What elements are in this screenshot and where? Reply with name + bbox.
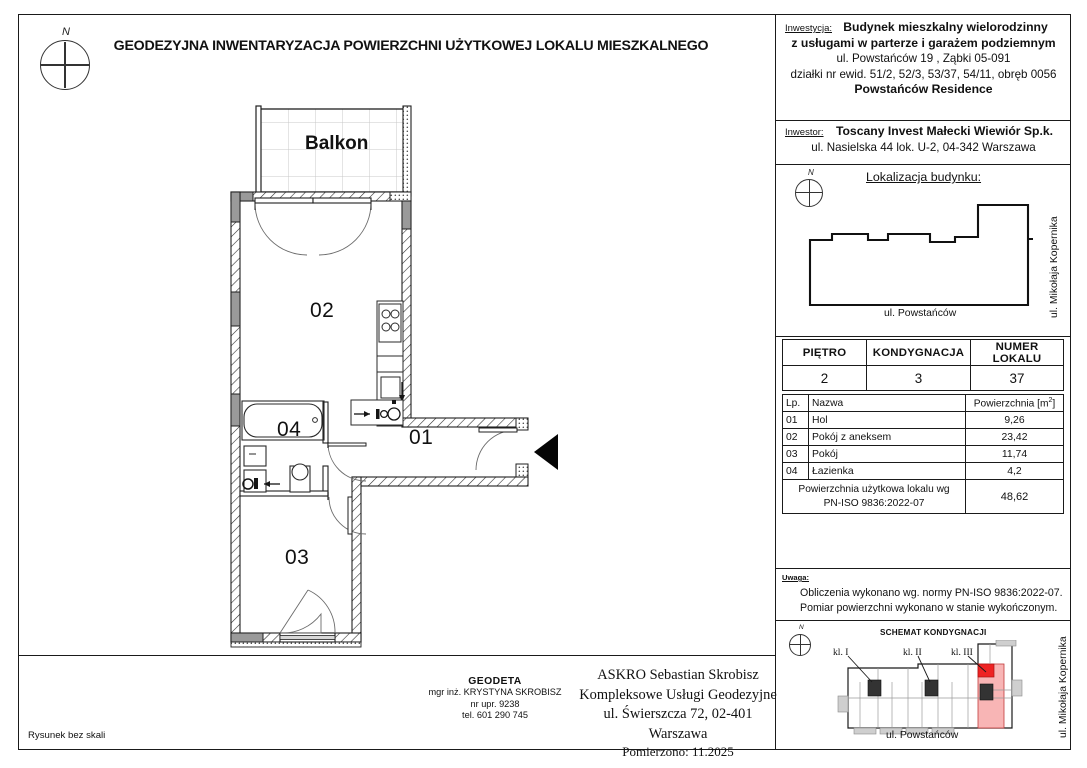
company-line-1: ASKRO Sebastian Skrobisz bbox=[597, 667, 759, 683]
row-lp: 03 bbox=[783, 446, 809, 463]
company-line-2: Kompleksowe Usługi Geodezyjne bbox=[579, 686, 777, 703]
divider-location bbox=[775, 164, 1071, 165]
surveyor-block bbox=[400, 676, 590, 722]
wall-left-exterior bbox=[231, 192, 240, 642]
col-nazwa: Nazwa bbox=[809, 395, 966, 412]
value-numer-lokalu: 37 bbox=[971, 366, 1064, 391]
table-row bbox=[783, 463, 1064, 480]
divider-unit-table bbox=[775, 336, 1071, 337]
summary-value: 48,62 bbox=[966, 480, 1064, 514]
table-row bbox=[783, 446, 1064, 463]
wall-hall-right bbox=[516, 418, 528, 486]
entrance-marker-icon bbox=[534, 434, 558, 470]
row-area: 9,26 bbox=[966, 412, 1064, 429]
rooms-schedule-table bbox=[782, 394, 1064, 514]
bathroom-fixtures bbox=[242, 401, 324, 492]
company-line-3: ul. Świerszcza 72, 02-401 Warszawa bbox=[603, 706, 753, 742]
room-label-01: 01 bbox=[409, 426, 434, 449]
kitchen-fixtures bbox=[351, 301, 405, 426]
summary-label: Powierzchnia użytkowa lokalu wg PN-ISO 9836:2022-07 bbox=[783, 480, 966, 514]
table-row bbox=[783, 412, 1064, 429]
scheme-street-right: ul. Mikołaja Kopernika bbox=[1058, 636, 1069, 738]
col-pietro: PIĘTRO bbox=[783, 340, 867, 366]
row-lp: 02 bbox=[783, 429, 809, 446]
investment-line-3: ul. Powstańców 19 , Ząbki 05-091 bbox=[836, 52, 1011, 65]
row-name: Łazienka bbox=[809, 463, 966, 480]
wall-hall-bottom bbox=[352, 477, 528, 486]
row-name: Hol bbox=[809, 412, 966, 429]
panel-divider bbox=[775, 14, 776, 750]
location-compass-north-label: N bbox=[808, 168, 814, 177]
divider-floor-scheme bbox=[775, 620, 1071, 621]
surveyor-name: mgr inż. KRYSTYNA SKROBISZ bbox=[428, 687, 562, 697]
row-lp: 01 bbox=[783, 412, 809, 429]
room-label-04: 04 bbox=[277, 418, 302, 441]
col-lp: Lp. bbox=[783, 395, 809, 412]
wall-room03-right bbox=[352, 477, 361, 642]
rooms-header-row bbox=[783, 395, 1064, 412]
notes-label: Uwaga: bbox=[782, 573, 810, 582]
investor-line-2: ul. Nasielska 44 lok. U-2, 04-342 Warszawa bbox=[811, 140, 1036, 154]
investment-label: Inwestycja: bbox=[785, 23, 832, 34]
row-lp: 04 bbox=[783, 463, 809, 480]
investment-block bbox=[781, 20, 1066, 98]
location-street-right: ul. Mikołaja Kopernika bbox=[1049, 216, 1060, 318]
row-name: Pokój z aneksem bbox=[809, 429, 966, 446]
location-title: Lokalizacja budynku: bbox=[866, 170, 982, 184]
measurement-date: Pomierzono: 11.2025 bbox=[622, 744, 734, 759]
door-bathroom bbox=[328, 442, 366, 481]
unit-header-table bbox=[782, 339, 1064, 391]
balcony-label: Balkon bbox=[305, 133, 369, 154]
staircase-label-1: kl. I bbox=[833, 647, 849, 658]
location-street-bottom: ul. Powstańców bbox=[884, 308, 957, 319]
investor-label: Inwestor: bbox=[785, 127, 824, 138]
compass-north-label: N bbox=[62, 26, 70, 38]
wall-bottom-exterior bbox=[231, 590, 361, 647]
row-area: 11,74 bbox=[966, 446, 1064, 463]
investment-line-5: Powstańców Residence bbox=[854, 82, 993, 96]
notes-text bbox=[800, 586, 1070, 616]
investment-line-2: z usługami w parterze i garażem podziemnym bbox=[791, 35, 1056, 50]
surveyor-title: GEODETA bbox=[468, 676, 522, 687]
col-numer-lokalu: NUMER LOKALU bbox=[971, 340, 1064, 366]
investor-line-1: Toscany Invest Małecki Wiewiór Sp.k. bbox=[835, 124, 1054, 138]
row-name: Pokój bbox=[809, 446, 966, 463]
row-area: 23,42 bbox=[966, 429, 1064, 446]
surveyor-phone: tel. 601 290 745 bbox=[462, 710, 528, 720]
investor-block bbox=[781, 124, 1066, 155]
scheme-compass-north-label: N bbox=[799, 624, 804, 631]
scale-note: Rysunek bez skali bbox=[28, 730, 106, 741]
balcony-door bbox=[255, 198, 371, 255]
investment-line-1: Budynek mieszkalny wielorodzinny bbox=[843, 20, 1048, 34]
location-compass-axis-horizontal bbox=[796, 192, 822, 193]
col-powierzchnia: Powierzchnia $[m^2]$ bbox=[966, 395, 1064, 412]
value-pietro: 2 bbox=[783, 366, 867, 391]
floor-scheme-title: SCHEMAT KONDYGNACJI bbox=[880, 628, 987, 637]
unit-header-row bbox=[783, 340, 1064, 366]
bottom-divider bbox=[18, 655, 775, 656]
scheme-street-bottom: ul. Powstańców bbox=[886, 730, 959, 741]
rooms-summary-row bbox=[783, 480, 1064, 514]
divider-investor bbox=[775, 120, 1071, 121]
staircase-label-3: kl. III bbox=[951, 647, 973, 658]
staircase-label-2: kl. II bbox=[903, 647, 922, 658]
unit-value-row bbox=[783, 366, 1064, 391]
row-area: 4,2 bbox=[966, 463, 1064, 480]
room-label-02: 02 bbox=[310, 299, 335, 322]
room-label-03: 03 bbox=[285, 546, 310, 569]
notes-line-1: Obliczenia wykonano wg. normy PN-ISO 9836:2022-07. bbox=[800, 587, 1063, 599]
investment-line-4: działki nr ewid. 51/2, 52/3, 53/37, 54/11, obręb 0056 bbox=[790, 67, 1057, 81]
surveyor-license: nr upr. 9238 bbox=[470, 698, 520, 709]
page-title: GEODEZYJNA INWENTARYZACJA POWIERZCHNI UŻYTKOWEJ LOKALU MIESZKALNEGO bbox=[113, 38, 709, 54]
col-kondygnacja: KONDYGNACJA bbox=[867, 340, 971, 366]
table-row bbox=[783, 429, 1064, 446]
notes-line-2: Pomiar powierzchni wykonano w stanie wykończonym. bbox=[800, 602, 1058, 614]
company-block bbox=[578, 666, 778, 760]
location-building-outline bbox=[800, 195, 1060, 315]
value-kondygnacja: 3 bbox=[867, 366, 971, 391]
door-entrance bbox=[476, 428, 517, 470]
floor-plan-drawing bbox=[18, 14, 775, 714]
divider-notes bbox=[775, 568, 1071, 569]
